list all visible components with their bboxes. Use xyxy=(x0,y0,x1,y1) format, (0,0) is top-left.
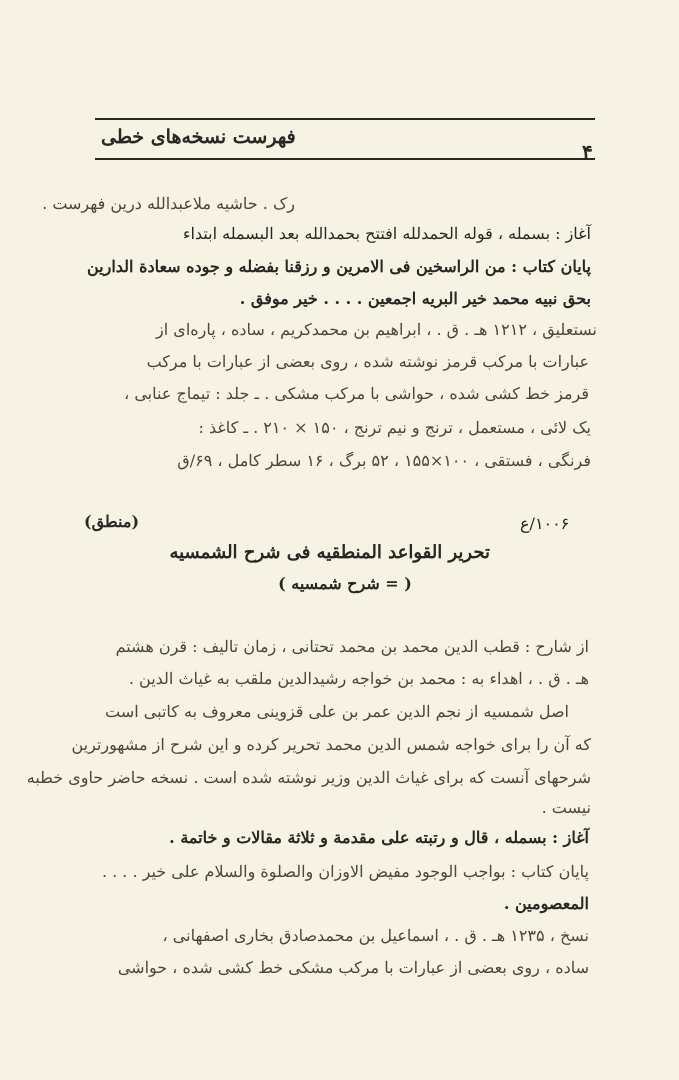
page-header xyxy=(95,118,595,160)
entry-2-dedication: هـ . ق . ، اهداء به : محمد بن خواجه رشیدالدین ملقب به غیاث الدین . xyxy=(128,669,589,688)
entry-2-title: تحریر القواعد المنطقیه فی شرح الشمسیه xyxy=(169,542,490,563)
entry-1-desc-5: فرنگی ، فستقی ، ۱۰۰×۱۵۵ ، ۵۲ برگ ، ۱۶ سطر کامل ، ۶۹/ق xyxy=(177,451,591,470)
entry-1-desc-4: یک لائی ، مستعمل ، ترنج و نیم ترنج ، ۱۵۰ × ۲۱۰ . ـ کاغذ : xyxy=(198,418,591,437)
entry-1-incipit-text: آغاز : بسمله ، قوله الحمدلله افتتح بحمدالله بعد البسمله ابتداء xyxy=(182,224,591,243)
header-title: فهرست نسخه‌های خطی xyxy=(101,126,296,148)
entry-1-incipit xyxy=(183,222,591,246)
entry-2-desc-2: که آن را برای خواجه شمس الدین محمد تحریر کرده و این شرح از مشهورترین xyxy=(71,735,591,754)
entry-1-explicit: پایان کتاب : من الراسخین فی الامرین و رزقنا بفضله و جوده سعادة الدارین xyxy=(86,257,591,276)
entry-2-desc-6: ساده ، روی بعضی از عبارات با مرکب مشکی خط کشی شده ، حواشی xyxy=(117,958,589,977)
page-number: ۴ xyxy=(582,140,593,164)
entry-1-desc-3: قرمز خط کشی شده ، حواشی با مرکب مشکی . ـ جلد : تیماج عنابی ، xyxy=(124,384,589,403)
entry-2-alt-title: ( = شرح شمسیه ) xyxy=(278,574,412,593)
entry-1-line-1: رک . حاشیه ملاعبدالله درین فهرست . xyxy=(42,194,295,213)
entry-1-explicit-cont: بحق نبیه محمد خیر البریه اجمعین . . . . خیر موفق . xyxy=(239,289,591,308)
entry-1-desc-1: نستعلیق ، ۱۲۱۲ هـ . ق . ، ابراهیم بن محمدکریم ، ساده ، پاره‌ای از xyxy=(156,320,597,339)
entry-2-desc-3: شرحهای آنست که برای غیاث الدین وزیر نوشته شده است . نسخه حاضر حاوی خطبه xyxy=(26,768,591,787)
entry-2-desc-5: نسخ ، ۱۲۳۵ هـ . ق . ، اسماعیل بن محمدصادق بخاری اصفهانی ، xyxy=(162,926,589,945)
entry-2-author: از شارح : قطب الدین محمد بن محمد تحتانی ، زمان تالیف : قرن هشتم xyxy=(115,637,589,656)
entry-2-desc-4: نیست . xyxy=(541,798,591,817)
entry-2-number: ۱۰۰۶/ع xyxy=(520,514,570,533)
entry-2-incipit: آغاز : بسمله ، قال و رتبته علی مقدمة و ثلاثة مقالات و خاتمة . xyxy=(169,828,589,847)
entry-2-explicit: پایان کتاب : بواجب الوجود مفیض الاوزان والصلوة والسلام علی خیر . . . . xyxy=(101,862,589,881)
entry-1-desc-2: عبارات با مرکب قرمز نوشته شده ، روی بعضی از عبارات با مرکب xyxy=(146,352,589,371)
entry-2-desc-1: اصل شمسیه از نجم الدین عمر بن علی قزوینی معروف به کاتبی است xyxy=(105,702,569,721)
entry-2-explicit-cont: المعصومین . xyxy=(503,894,589,913)
entry-2-subject: (منطق) xyxy=(84,512,140,531)
